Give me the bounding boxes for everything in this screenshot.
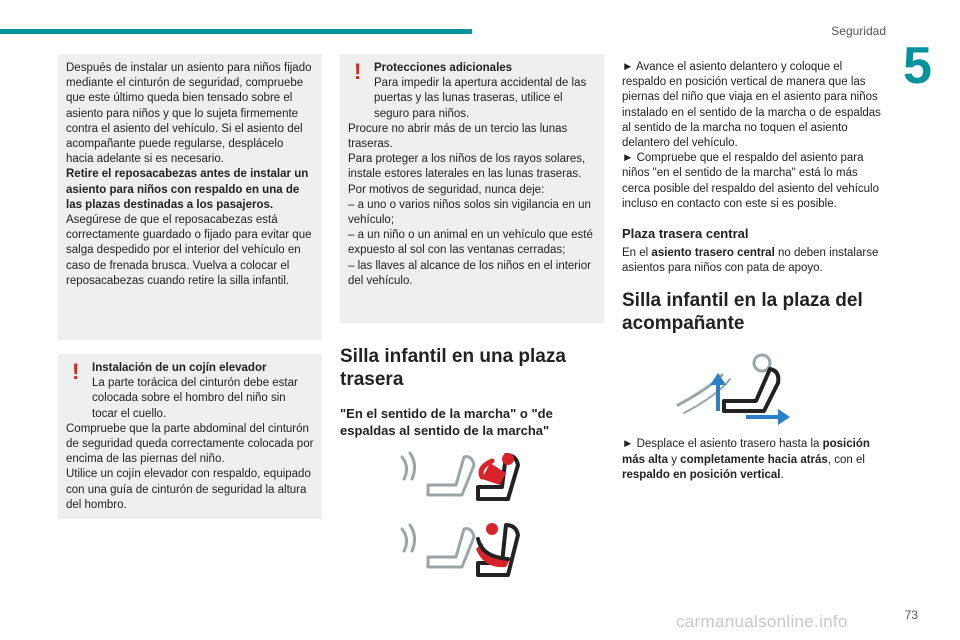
info-box-belt-installation [58,54,322,340]
figure-passenger-seat [674,353,886,427]
text-span: , con el [827,453,865,466]
section-title: Seguridad [831,24,886,38]
central-seat-note [622,246,886,276]
figure-child-seats-rear [394,449,604,589]
page-number: 73 [904,608,918,622]
text-bold-span: completamente hacia atrás [680,453,828,466]
section-heading-passenger-seat: Silla infantil en la plaza del acompañante [622,290,863,335]
text-span: En el [622,247,652,260]
seat-adjust-icon [674,353,794,427]
child-seat-illustration [394,449,544,589]
warning-title: Instalación de un cojín elevador [92,362,267,374]
info-bold-instruction: Retire el reposacabezas antes de instalar un asiento para niños con respaldo en una de las plazas destinadas a los pasajeros. [66,168,309,211]
warning-list-item: – a un niño o un animal en un vehículo que esté expuesto al sol con las ventanas cerradas; [348,229,593,257]
section-heading-rear-seat: Silla infantil en una plaza trasera [340,346,566,390]
warning-list-item: – las llaves al alcance de los niños en el interior del vehículo. [348,259,591,287]
warning-text: Por motivos de seguridad, nunca deje: [348,183,545,196]
child-seat-forward-icon [402,453,518,499]
child-seat-rearward-icon [402,523,518,575]
warning-text: Para proteger a los niños de los rayos solares, instale estores laterales en las lunas traseras. [348,153,586,181]
header-accent-bar [0,29,472,34]
column-2 [340,54,604,589]
warning-box-additional-protections [340,54,604,323]
warning-text: Para impedir la apertura accidental de las puertas y las lunas traseras, utilice el seguro para niños. [374,77,587,120]
text-bold-span: posición más alta [622,438,870,466]
info-paragraph: Después de instalar un asiento para niños fijado mediante el cinturón de seguridad, compruebe que este último queda bien tensado sobre el asiento para niños y que lo sujeta firmemente contra el asiento del vehículo. Si el asiento del acompañante puede regularse, desplácelo hacia adelante si es necesario. [66,62,312,166]
text-bold-span: respaldo en posición vertical [622,468,781,481]
text-bold-span: asiento trasero central [651,247,775,260]
warning-list-item: – a uno o varios niños solos sin vigilancia en un vehículo; [348,198,591,227]
text-span: ► Desplace el asiento trasero hasta la [622,438,823,451]
warning-text: Utilice un cojín elevador con respaldo, equipado con una guía de cinturón de seguridad la altura del hombro. [66,468,311,511]
text-span: y [668,453,681,466]
column-1 [58,54,322,519]
warning-text: Procure no abrir más de un tercio las lunas traseras. [348,122,568,151]
warning-box-booster-cushion [58,354,322,519]
instruction-paragraph: ► Compruebe que el respaldo del asiento para niños "en el sentido de la marcha" está lo más cerca posible del respaldo del asiento del vehículo incluso en contacto con este si es posible. [622,152,879,210]
warning-title: Protecciones adicionales [374,62,513,74]
warning-exclamation-icon: ! [72,359,80,384]
warning-exclamation-icon: ! [354,59,362,84]
chapter-number: 5 [903,37,932,95]
subheading-rear-central: Plaza trasera central [622,226,749,242]
instruction-paragraph: ► Avance el asiento delantero y coloque el respaldo en posición vertical de manera que las piernas del niño que viaja en el asiento para niños instalado en el sentido de la marcha o de espaldas al sentido de la marcha no toquen el asiento delantero del vehículo. [622,61,881,150]
info-paragraph: Asegúrese de que el reposacabezas está correctamente guardado o fijado para evitar que salga despedido por el interior del vehículo en caso de frenada brusca. Vuelva a colocar el reposacabezas cuando retire la silla infantil. [66,214,312,287]
warning-text: Compruebe que la parte abdominal del cinturón de seguridad queda correctamente colocada por encima de las piernas del niño. [66,422,314,466]
column-3 [622,60,886,483]
text-span: . [780,468,784,481]
warning-text: La parte torácica del cinturón debe estar colocada sobre el hombro del niño sin tocar el cuello. [92,377,298,420]
subheading-direction: "En el sentido de la marcha" o "de espaldas al sentido de la marcha" [340,406,553,438]
passenger-seat-instruction [622,437,886,483]
footer-watermark: carmanualsonline.info [676,612,848,631]
text-span: no deben instalarse asientos para niños con pata de apoyo. [622,247,879,275]
